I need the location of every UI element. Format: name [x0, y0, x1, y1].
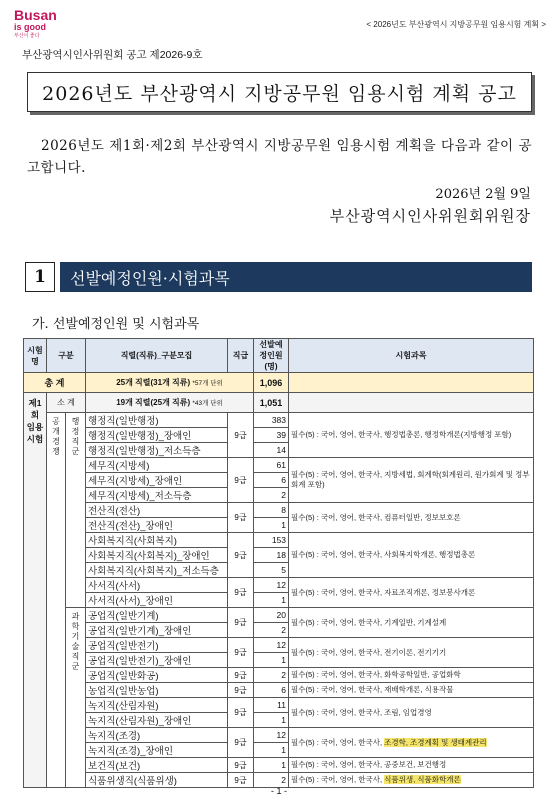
logo-line3: 부산이 좋다	[14, 33, 40, 39]
job-name: 공업직(일반전기)_장애인	[86, 653, 228, 668]
job-grade: 9급	[228, 533, 254, 578]
exam-name: 제1회 임용 시험	[24, 393, 47, 788]
job-count: 6	[254, 473, 289, 488]
total-desc	[86, 373, 254, 393]
table-row	[24, 668, 534, 683]
job-count: 1	[254, 653, 289, 668]
logo-line1: Busan	[14, 7, 57, 23]
job-count: 2	[254, 773, 289, 788]
job-name: 세무직(지방세)_저소득층	[86, 488, 228, 503]
job-count: 39	[254, 428, 289, 443]
job-count: 1	[254, 713, 289, 728]
job-subjects: 필수(5) : 국어, 영어, 한국사, 기계일반, 기계설계	[289, 608, 534, 638]
job-count: 8	[254, 503, 289, 518]
competition-type: 공개 경쟁	[47, 413, 66, 788]
job-name: 공업직(일반전기)	[86, 638, 228, 653]
table-row	[24, 578, 534, 593]
job-name: 전산직(전산)	[86, 503, 228, 518]
category-admin: 행정 직군	[66, 413, 86, 608]
job-count: 18	[254, 548, 289, 563]
job-name: 녹지직(산림자원)	[86, 698, 228, 713]
table-row	[24, 503, 534, 518]
table-row	[24, 683, 534, 698]
job-count: 12	[254, 638, 289, 653]
job-count: 1	[254, 743, 289, 758]
job-name: 사회복지직(사회복지)_저소득층	[86, 563, 228, 578]
running-header: < 2026년도 부산광역시 지방공무원 임용시험 계획 >	[366, 20, 546, 29]
job-count: 6	[254, 683, 289, 698]
job-count: 12	[254, 578, 289, 593]
col-header-type: 구분	[47, 339, 86, 373]
total-desc-text: 25개 직렬(31개 직류)	[116, 378, 191, 387]
table-row	[24, 533, 534, 548]
job-subjects	[289, 728, 534, 758]
job-grade: 9급	[228, 638, 254, 668]
job-count: 383	[254, 413, 289, 428]
category-tech: 과학 기술 직군	[66, 608, 86, 788]
subtotal-desc	[86, 393, 254, 413]
subtotal-label: 소 계	[47, 393, 86, 413]
table-row	[24, 458, 534, 473]
job-count: 1	[254, 593, 289, 608]
job-subjects: 필수(5) : 국어, 영어, 한국사, 행정법총론, 행정학개론(지방행정 포함)	[289, 413, 534, 458]
job-grade: 9급	[228, 668, 254, 683]
subjects-text: 필수(5) : 국어, 영어, 한국사,	[291, 775, 385, 784]
busan-logo	[14, 8, 74, 42]
job-grade: 9급	[228, 683, 254, 698]
job-name: 식품위생직(식품위생)	[86, 773, 228, 788]
job-name: 행정직(일반행정)_장애인	[86, 428, 228, 443]
job-subjects: 필수(5) : 국어, 영어, 한국사, 조림, 임업경영	[289, 698, 534, 728]
intro-paragraph: 2026년도 제1회·제2회 부산광역시 지방공무원 임용시험 계획을 다음과 같이 공고합니다.	[27, 138, 532, 176]
notice-number: 부산광역시인사위원회 공고 제2026-9호	[22, 49, 203, 61]
job-grade: 9급	[228, 608, 254, 638]
recruitment-table	[23, 338, 534, 788]
col-header-job: 직렬(직류)_구분모집	[86, 339, 228, 373]
job-grade: 9급	[228, 578, 254, 608]
job-count: 12	[254, 728, 289, 743]
job-count: 153	[254, 533, 289, 548]
col-header-grade: 직급	[228, 339, 254, 373]
job-name: 사회복지직(사회복지)	[86, 533, 228, 548]
table-row	[24, 758, 534, 773]
job-name: 녹지직(조경)	[86, 728, 228, 743]
job-name: 공업직(일반기계)_장애인	[86, 623, 228, 638]
notice-date: 2026년 2월 9일	[435, 187, 531, 202]
job-grade: 9급	[228, 773, 254, 788]
job-count: 2	[254, 668, 289, 683]
job-count: 1	[254, 758, 289, 773]
job-count: 11	[254, 698, 289, 713]
job-subjects: 필수(5) : 국어, 영어, 한국사, 화학공학일반, 공업화학	[289, 668, 534, 683]
total-note: *57개 단위	[192, 380, 223, 387]
job-grade: 9급	[228, 458, 254, 503]
job-count: 20	[254, 608, 289, 623]
table-row	[24, 608, 534, 623]
job-grade: 9급	[228, 503, 254, 533]
title-box	[27, 72, 532, 112]
job-subjects: 필수(5) : 국어, 영어, 한국사, 공중보건, 보건행정	[289, 758, 534, 773]
col-header-count: 선발예정인원 (명)	[254, 339, 289, 373]
job-name: 행정직(일반행정)_저소득층	[86, 443, 228, 458]
job-name: 공업직(일반기계)	[86, 608, 228, 623]
subjects-highlight: 조경학, 조경계획 및 생태계관리	[384, 737, 487, 747]
job-name: 녹지직(산림자원)_장애인	[86, 713, 228, 728]
job-count: 5	[254, 563, 289, 578]
subtotal-count: 1,051	[254, 393, 289, 413]
job-subjects: 필수(5) : 국어, 영어, 한국사, 전기이론, 전기기기	[289, 638, 534, 668]
subsection-title: 가. 선발예정인원 및 시험과목	[32, 317, 200, 332]
job-grade: 9급	[228, 698, 254, 728]
total-blank	[289, 373, 534, 393]
job-name: 사회복지직(사회복지)_장애인	[86, 548, 228, 563]
job-count: 1	[254, 518, 289, 533]
job-name: 행정직(일반행정)	[86, 413, 228, 428]
logo-line2: is good	[14, 22, 46, 32]
col-header-subjects: 시험과목	[289, 339, 534, 373]
subtotal-blank	[289, 393, 534, 413]
job-grade: 9급	[228, 413, 254, 458]
job-name: 보건직(보건)	[86, 758, 228, 773]
subtotal-note: *43개 단위	[192, 400, 223, 407]
job-count: 2	[254, 488, 289, 503]
job-name: 세무직(지방세)_장애인	[86, 473, 228, 488]
document-title: 2026년도 부산광역시 지방공무원 임용시험 계획 공고	[42, 82, 517, 105]
job-name: 농업직(일반농업)	[86, 683, 228, 698]
subjects-text: 필수(5) : 국어, 영어, 한국사,	[291, 737, 385, 747]
job-count: 14	[254, 443, 289, 458]
job-name: 전산직(전산)_장애인	[86, 518, 228, 533]
job-subjects: 필수(5) : 국어, 영어, 한국사, 지방세법, 회계학(회계원리, 원가회계 및 정부회계 포함)	[289, 458, 534, 503]
job-subjects: 필수(5) : 국어, 영어, 한국사, 컴퓨터일반, 정보보호론	[289, 503, 534, 533]
subtotal-desc-text: 19개 직렬(25개 직류)	[116, 398, 191, 407]
job-name: 사서직(사서)	[86, 578, 228, 593]
table-row	[24, 638, 534, 653]
job-count: 61	[254, 458, 289, 473]
job-name: 녹지직(조경)_장애인	[86, 743, 228, 758]
table-row	[24, 698, 534, 713]
issuing-org: 부산광역시인사위원회위원장	[329, 207, 531, 225]
table-row	[24, 413, 534, 428]
job-name: 세무직(지방세)	[86, 458, 228, 473]
subjects-highlight: 식품위생, 식품화학개론	[384, 775, 461, 784]
table-row	[24, 728, 534, 743]
job-count: 2	[254, 623, 289, 638]
page-number: - 1 -	[270, 786, 287, 796]
job-grade: 9급	[228, 758, 254, 773]
job-subjects: 필수(5) : 국어, 영어, 한국사, 자료조직개론, 정보봉사개론	[289, 578, 534, 608]
job-subjects: 필수(5) : 국어, 영어, 한국사, 재배학개론, 식용작물	[289, 683, 534, 698]
job-name: 사서직(사서)_장애인	[86, 593, 228, 608]
job-subjects: 필수(5) : 국어, 영어, 한국사, 사회복지학개론, 행정법총론	[289, 533, 534, 578]
total-count: 1,096	[254, 373, 289, 393]
job-name: 공업직(일반화공)	[86, 668, 228, 683]
total-label: 총 계	[24, 373, 86, 393]
col-header-exam: 시험명	[24, 339, 47, 373]
section-number: 1	[25, 262, 55, 292]
job-grade: 9급	[228, 728, 254, 758]
section-title: 선발예정인원·시험과목	[60, 262, 532, 292]
